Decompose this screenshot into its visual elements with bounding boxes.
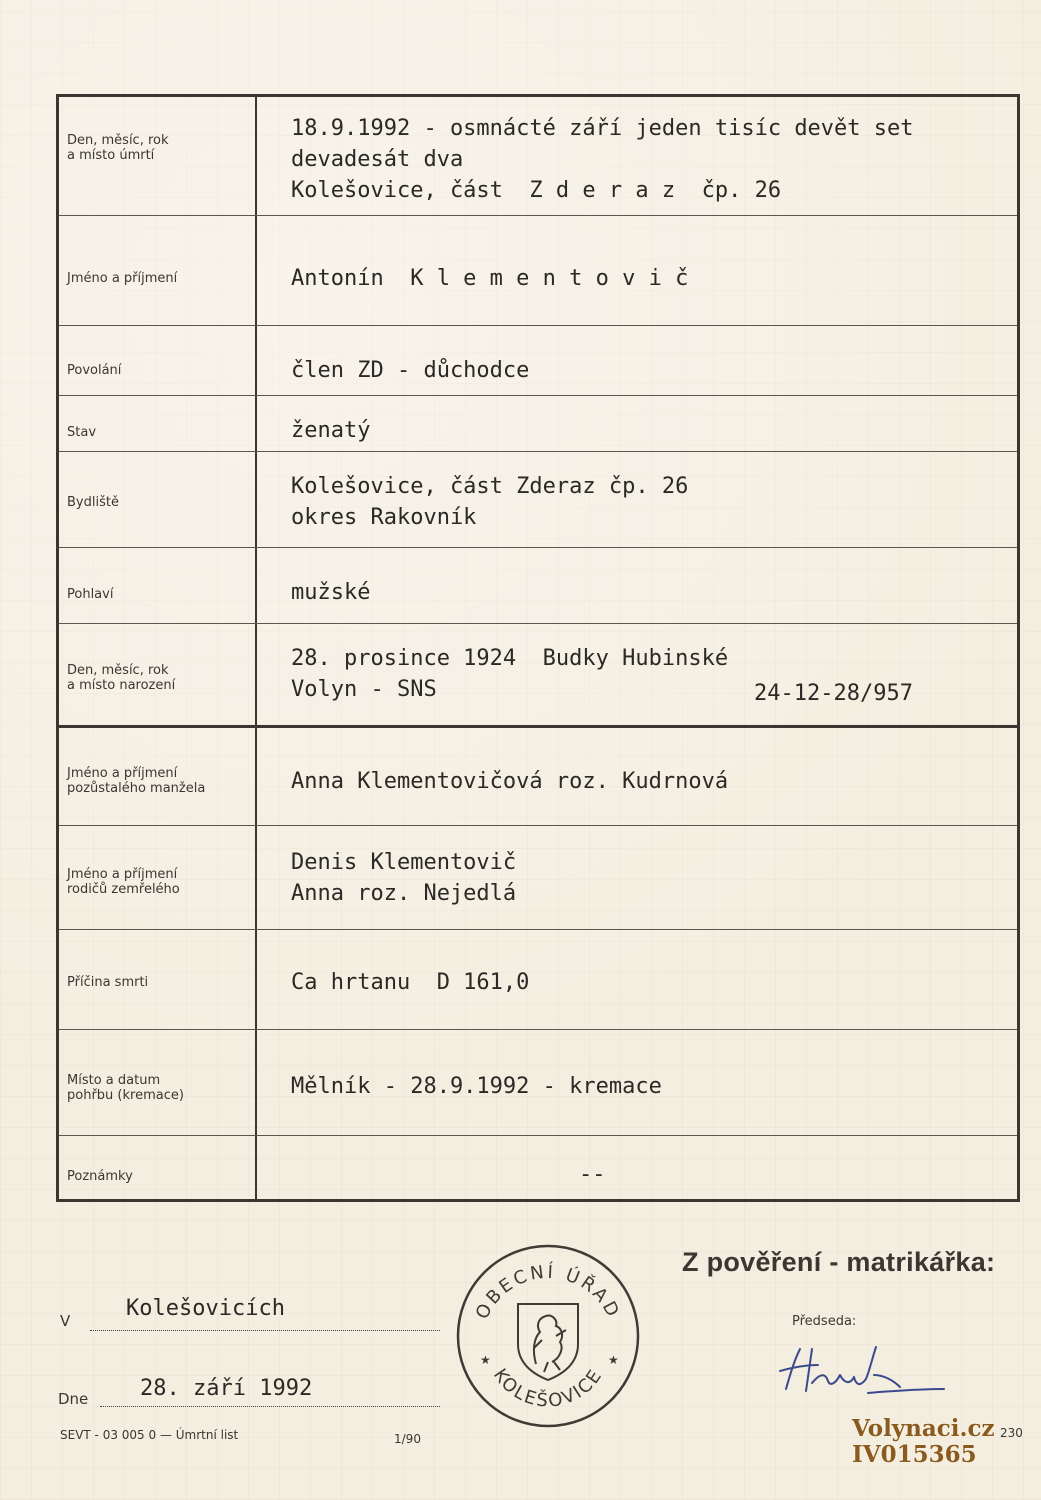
place-prefix: V bbox=[60, 1312, 71, 1330]
label-burial: Místo a datum pohřbu (kremace) bbox=[67, 1073, 184, 1103]
row-separator bbox=[59, 623, 1017, 624]
label-spouse: Jméno a příjmení pozůstalého manžela bbox=[67, 766, 206, 796]
row-notes bbox=[59, 1137, 1017, 1202]
label-residence: Bydliště bbox=[67, 495, 119, 510]
row-separator bbox=[59, 215, 1017, 216]
label-name: Jméno a příjmení bbox=[67, 271, 178, 286]
date-prefix: Dne bbox=[58, 1390, 89, 1408]
value-occupation: člen ZD - důchodce bbox=[291, 358, 530, 383]
date-value: 28. září 1992 bbox=[140, 1376, 313, 1401]
row-separator bbox=[59, 547, 1017, 548]
row-marital-status bbox=[59, 397, 1017, 453]
birth-number: 24-12-28/957 bbox=[754, 681, 913, 706]
row-parents bbox=[59, 827, 1017, 931]
value-notes: -- bbox=[579, 1162, 606, 1187]
svg-text:OBECNÍ ÚŘAD: OBECNÍ ÚŘAD bbox=[471, 1261, 625, 1323]
watermark-line-1: Volynaci.cz bbox=[852, 1415, 995, 1442]
row-death-date bbox=[59, 97, 1017, 217]
value-name: Antonín K l e m e n t o v i č bbox=[291, 266, 689, 291]
label-occupation: Povolání bbox=[67, 363, 122, 378]
label-death-date: Den, měsíc, rok a místo úmrtí bbox=[67, 133, 169, 163]
row-separator bbox=[59, 451, 1017, 452]
death-certificate-form bbox=[56, 94, 1020, 1202]
row-name bbox=[59, 217, 1017, 327]
row-spouse bbox=[59, 728, 1017, 827]
authorization-stamp: Z pověření - matrikářka: bbox=[682, 1247, 996, 1277]
form-revision: 1/90 bbox=[394, 1432, 421, 1446]
label-sex: Pohlaví bbox=[67, 587, 114, 602]
row-separator bbox=[59, 1135, 1017, 1136]
value-residence: Kolešovice, část Zderaz čp. 26 okres Rakovník bbox=[291, 474, 689, 530]
signature-icon bbox=[772, 1335, 952, 1405]
tiny-code: 230 bbox=[1000, 1426, 1023, 1440]
svg-text:★: ★ bbox=[480, 1353, 491, 1367]
watermark-line-2: IV015365 bbox=[852, 1441, 977, 1468]
row-separator bbox=[59, 395, 1017, 396]
value-birth: 28. prosince 1924 Budky Hubinské Volyn - SNS bbox=[291, 646, 729, 702]
svg-text:KOLEŠOVICE: KOLEŠOVICE bbox=[489, 1364, 607, 1412]
official-seal-icon bbox=[452, 1240, 644, 1432]
svg-text:★: ★ bbox=[608, 1353, 619, 1367]
row-residence bbox=[59, 453, 1017, 549]
form-code: SEVT - 03 005 0 — Úmrtní list bbox=[60, 1428, 239, 1442]
row-separator bbox=[59, 929, 1017, 930]
value-death-date: 18.9.1992 - osmnácté září jeden tisíc devět set devadesát dva Kolešovice, část Z d e r a z čp. 26 bbox=[291, 116, 914, 203]
row-sex bbox=[59, 549, 1017, 625]
value-spouse: Anna Klementovičová roz. Kudrnová bbox=[291, 769, 729, 794]
label-notes: Poznámky bbox=[67, 1169, 133, 1184]
row-burial bbox=[59, 1031, 1017, 1137]
label-birth: Den, měsíc, rok a místo narození bbox=[67, 663, 176, 693]
value-parents: Denis Klementovič Anna roz. Nejedlá bbox=[291, 850, 517, 906]
chairman-label: Předseda: bbox=[792, 1314, 857, 1329]
label-cause-of-death: Příčina smrti bbox=[67, 975, 149, 990]
value-marital-status: ženatý bbox=[291, 418, 371, 443]
row-separator bbox=[59, 1029, 1017, 1030]
place-value: Kolešovicích bbox=[126, 1296, 285, 1321]
label-parents: Jméno a příjmení rodičů zemřelého bbox=[67, 867, 180, 897]
value-burial: Mělník - 28.9.1992 - kremace bbox=[291, 1074, 662, 1099]
label-marital-status: Stav bbox=[67, 425, 97, 440]
row-cause-of-death bbox=[59, 931, 1017, 1031]
row-birth bbox=[59, 625, 1017, 727]
date-line bbox=[100, 1406, 440, 1408]
value-cause-of-death: Ca hrtanu D 161,0 bbox=[291, 970, 530, 995]
row-separator bbox=[59, 825, 1017, 826]
place-line bbox=[90, 1330, 440, 1332]
row-separator bbox=[59, 325, 1017, 326]
row-occupation bbox=[59, 327, 1017, 397]
watermark bbox=[852, 1416, 995, 1468]
value-sex: mužské bbox=[291, 580, 371, 605]
